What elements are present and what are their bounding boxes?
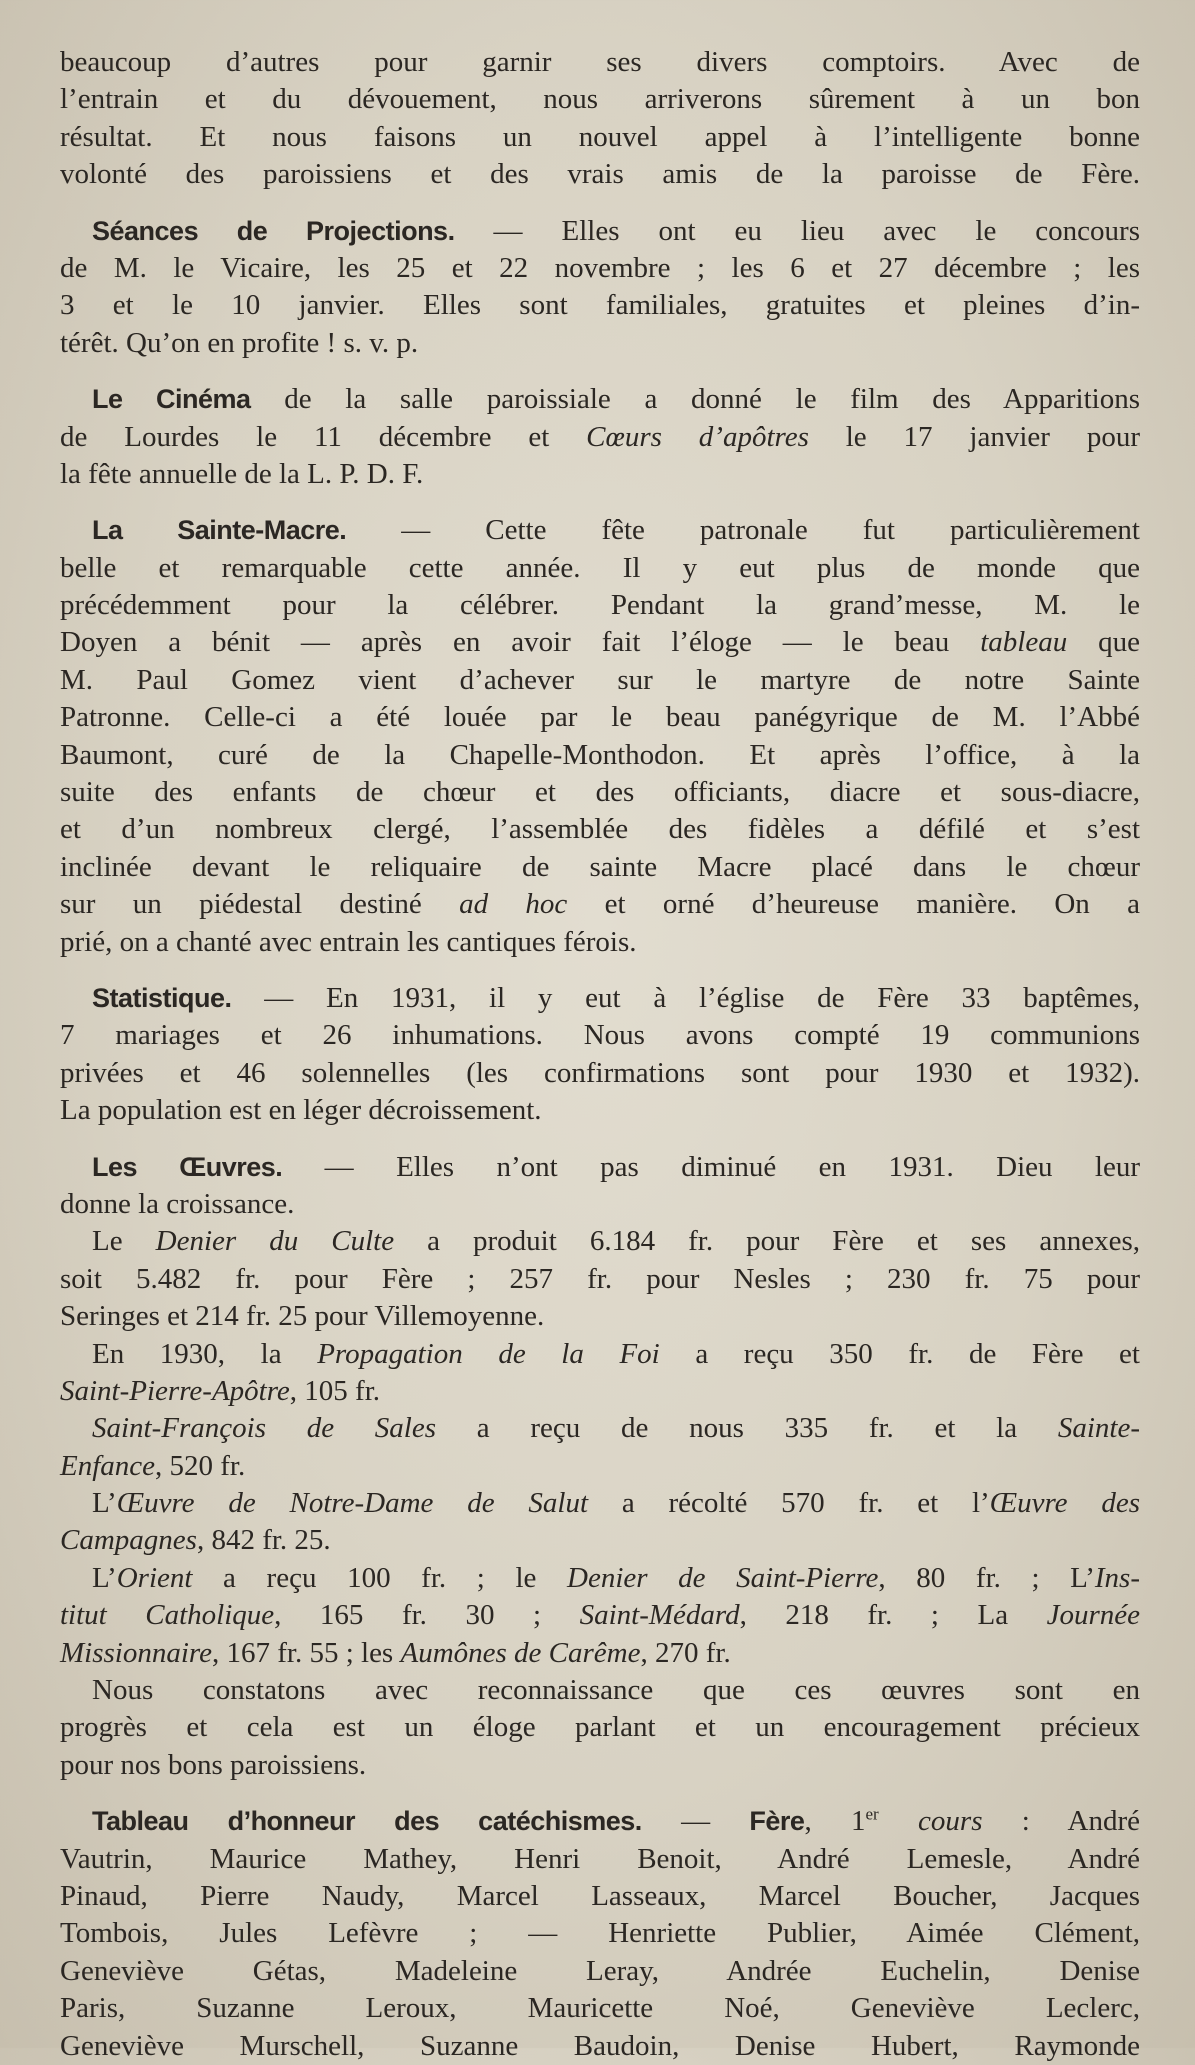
text-run: a reçu de nous 335 fr. et la [436,1412,1058,1445]
text-line [60,550,1140,587]
text-run: Patronne. Celle-ci a été louée par le beau panégyrique de M. l’Abbé [60,701,1140,734]
text-run: a reçu 100 fr. ; le [192,1561,567,1594]
text-line [60,1223,1140,1260]
italic-run: titut Catholique [60,1599,275,1632]
text-line [60,587,1140,624]
text-line [60,1597,1140,1634]
paragraph [60,1410,1140,1485]
text-run: pour nos bons paroissiens. [60,1748,367,1781]
text-run: Vautrin, Maurice Mathey, Henri Benoit, André Lemesle, André [60,1842,1140,1875]
text-line [60,624,1140,661]
heading-run: Les Œuvres. [92,1151,283,1182]
text-line [60,287,1140,324]
text-line [60,1803,1140,1840]
heading-run: Tableau d’honneur des catéchismes. [92,1806,642,1837]
italic-run: Denier du Culte [155,1225,395,1258]
paragraph [60,44,1140,194]
text-run: 3 et le 10 janvier. Elles sont familiales, gratuites et pleines d’in- [60,289,1140,322]
text-run: résultat. Et nous faisons un nouvel appel à l’intelligente bonne [60,120,1140,153]
italic-run: Denier de Saint-Pierre [567,1561,879,1594]
text-line [60,1878,1140,1915]
text-run: , 520 fr. [155,1449,246,1482]
paragraph [60,1149,1140,1224]
text-run: Paris, Suzanne Leroux, Mauricette Noé, Geneviève Leclerc, [60,1992,1140,2025]
text-line [60,1373,1140,1410]
paragraph [60,1803,1140,2065]
text-line [60,156,1140,193]
text-run: le 17 janvier pour [808,420,1140,453]
text-run: Le [92,1225,156,1258]
text-run: térêt. Qu’on en profite ! s. v. p. [60,326,419,359]
italic-run: Propagation de la Foi [317,1337,660,1370]
italic-run: Saint-François de Sales [92,1412,437,1445]
italic-run: ad hoc [459,888,568,921]
text-line [60,1560,1140,1597]
italic-run: tableau [980,626,1068,659]
text-line [60,924,1140,961]
heading-run: La Sainte-Macre. [92,515,347,546]
text-line [60,456,1140,493]
text-run: donne la croissance. [60,1187,295,1220]
text-run: — [641,1805,750,1838]
text-run: inclinée devant le reliquaire de sainte Macre placé dans le chœur [60,850,1140,883]
text-run: , 167 fr. 55 ; les [211,1636,401,1669]
text-run: a produit 6.184 fr. pour Fère et ses annexes, [394,1225,1140,1258]
text-line [60,1448,1140,1485]
text-line [60,1017,1140,1054]
italic-run: cours [878,1805,983,1838]
text-run: , 1 [804,1805,866,1838]
paragraph [60,381,1140,493]
text-run: , 270 fr. [640,1636,731,1669]
text-line [60,81,1140,118]
text-line [60,1915,1140,1952]
text-run: de la salle paroissiale a donné le film des Apparitions [250,383,1140,416]
text-run: prié, on a chanté avec entrain les cantiques férois. [60,925,637,958]
text-run: , 218 fr. ; La [739,1599,1047,1632]
italic-run: Aumônes de Carême [400,1636,641,1669]
text-run: Tombois, Jules Lefèvre ; — Henriette Publier, Aimée Clément, [60,1917,1140,1950]
paragraph [60,1223,1140,1335]
italic-run: Cœurs d’apôtres [586,420,809,453]
text-line [60,512,1140,549]
italic-run: Campagnes [60,1524,197,1557]
text-line [60,662,1140,699]
text-line [60,213,1140,250]
text-line [60,44,1140,81]
italic-run: Enfance [60,1449,156,1482]
italic-run: Œuvre des [989,1487,1141,1520]
text-line [60,1841,1140,1878]
section [60,980,1140,1130]
paragraph [60,213,1140,363]
paragraph [60,980,1140,1130]
text-run: La population est en léger décroissement. [60,1094,542,1127]
text-line [60,811,1140,848]
text-line [60,1092,1140,1129]
text-line [60,1149,1140,1186]
heading-run: Le Cinéma [92,384,251,415]
paragraph [60,1672,1140,1784]
section [60,44,1140,194]
text-run: — Elles n’ont pas diminué en 1931. Dieu leur [282,1150,1140,1183]
section [60,381,1140,493]
text-line [60,1186,1140,1223]
text-line [60,1298,1140,1335]
text-run: Pinaud, Pierre Naudy, Marcel Lasseaux, Marcel Boucher, Jacques [60,1879,1140,1912]
text-run: Geneviève Gétas, Madeleine Leray, Andrée Euchelin, Denise [60,1954,1140,1987]
text-run: M. Paul Gomez vient d’achever sur le martyre de notre Sainte [60,663,1140,696]
text-run: a récolté 570 fr. et l’ [588,1487,990,1520]
text-run: L’ [92,1561,117,1594]
text-run: a reçu 350 fr. de Fère et [659,1337,1140,1370]
text-run: suite des enfants de chœur et des officiants, diacre et sous-diacre, [60,776,1140,809]
italic-run: Ins- [1094,1561,1140,1594]
text-run: et orné d’heureuse manière. On a [567,888,1141,921]
heading-run: Statistique. [92,982,232,1013]
text-line [60,1709,1140,1746]
italic-run: Œuvre de Notre-Dame de Salut [116,1487,589,1520]
text-line [60,325,1140,362]
italic-run: Saint-Pierre-Apôtre [60,1374,290,1407]
text-run: — En 1931, il y eut à l’église de Fère 33 baptêmes, [231,981,1140,1014]
paragraph [60,1336,1140,1411]
text-line [60,1747,1140,1784]
text-run: Doyen a bénit — après en avoir fait l’éloge — le beau [60,626,981,659]
text-run: sur un piédestal destiné [60,888,460,921]
italic-run: Journée [1046,1599,1140,1632]
heading-run: Séances de Projections. [92,215,455,246]
text-run: beaucoup d’autres pour garnir ses divers comptoirs. Avec de [60,46,1140,78]
text-line [60,1672,1140,1709]
text-run: Geneviève Murschell, Suzanne Baudoin, Denise Hubert, Raymonde [60,2029,1140,2062]
text-run: soit 5.482 fr. pour Fère ; 257 fr. pour Nesles ; 230 fr. 75 pour [60,1262,1140,1295]
text-line [60,737,1140,774]
text-line [60,250,1140,287]
text-line [60,381,1140,418]
text-line [60,849,1140,886]
text-run: , 165 fr. 30 ; [274,1599,580,1632]
text-run: progrès et cela est un éloge parlant et un encouragement précieux [60,1711,1140,1744]
paragraph [60,1485,1140,1560]
text-run: précédemment pour la célébrer. Pendant la grand’messe, M. le [60,589,1140,622]
paragraph [60,512,1140,961]
text-run: privées et 46 solennelles (les confirmations sont pour 1930 et 1932). [60,1056,1140,1089]
text-run: belle et remarquable cette année. Il y eut plus de monde que [60,551,1140,584]
text-run: L’ [92,1487,117,1520]
text-line [60,1485,1140,1522]
text-run: , 842 fr. 25. [196,1524,331,1557]
text-run: , 80 fr. ; L’ [878,1561,1095,1594]
text-run: , 105 fr. [289,1374,381,1407]
text-run: de Lourdes le 11 décembre et [60,420,587,453]
text-line [60,699,1140,736]
text-run: — Cette fête patronale fut particulièrement [346,514,1140,547]
text-run: En 1930, la [92,1337,318,1370]
italic-run: Saint-Médard [579,1599,740,1632]
text-line [60,1990,1140,2027]
section [60,512,1140,961]
text-run: : André [982,1805,1141,1838]
text-line [60,774,1140,811]
text-run: Baumont, curé de la Chapelle-Monthodon. Et après l’office, à la [60,738,1140,771]
italic-run: Sainte- [1057,1412,1140,1445]
section [60,213,1140,363]
text-run: et d’un nombreux clergé, l’assemblée des fidèles a défilé et s’est [60,813,1140,846]
text-line [60,2028,1140,2065]
text-run: l’entrain et du dévouement, nous arriverons sûrement à un bon [60,83,1140,116]
section [60,1803,1140,2065]
text-run: la fête annuelle de la L. P. D. F. [60,457,424,490]
text-line [60,886,1140,923]
paragraph [60,1560,1140,1672]
text-run: de M. le Vicaire, les 25 et 22 novembre ; les 6 et 27 décembre ; les [60,251,1140,284]
italic-run: Missionnaire [60,1636,212,1669]
text-line [60,119,1140,156]
text-line [60,1953,1140,1990]
text-run: — Elles ont eu lieu avec le concours [454,214,1140,247]
text-line [60,419,1140,456]
text-line [60,1336,1140,1373]
text-run: 7 mariages et 26 inhumations. Nous avons compté 19 communions [60,1019,1140,1052]
text-line [60,1261,1140,1298]
section [60,1149,1140,1785]
document-page [60,44,1140,2065]
text-line [60,980,1140,1017]
text-line [60,1410,1140,1447]
italic-run: Orient [116,1561,193,1594]
heading-run: Fère [749,1806,805,1837]
superscript: er [865,1804,879,1824]
text-run: Seringes et 214 fr. 25 pour Villemoyenne. [60,1300,545,1333]
text-line [60,1635,1140,1672]
text-line [60,1522,1140,1559]
text-line [60,1055,1140,1092]
text-run: Nous constatons avec reconnaissance que ces œuvres sont en [92,1674,1140,1707]
text-run: volonté des paroissiens et des vrais amis de la paroisse de Fère. [60,158,1140,191]
text-run: que [1067,626,1140,659]
